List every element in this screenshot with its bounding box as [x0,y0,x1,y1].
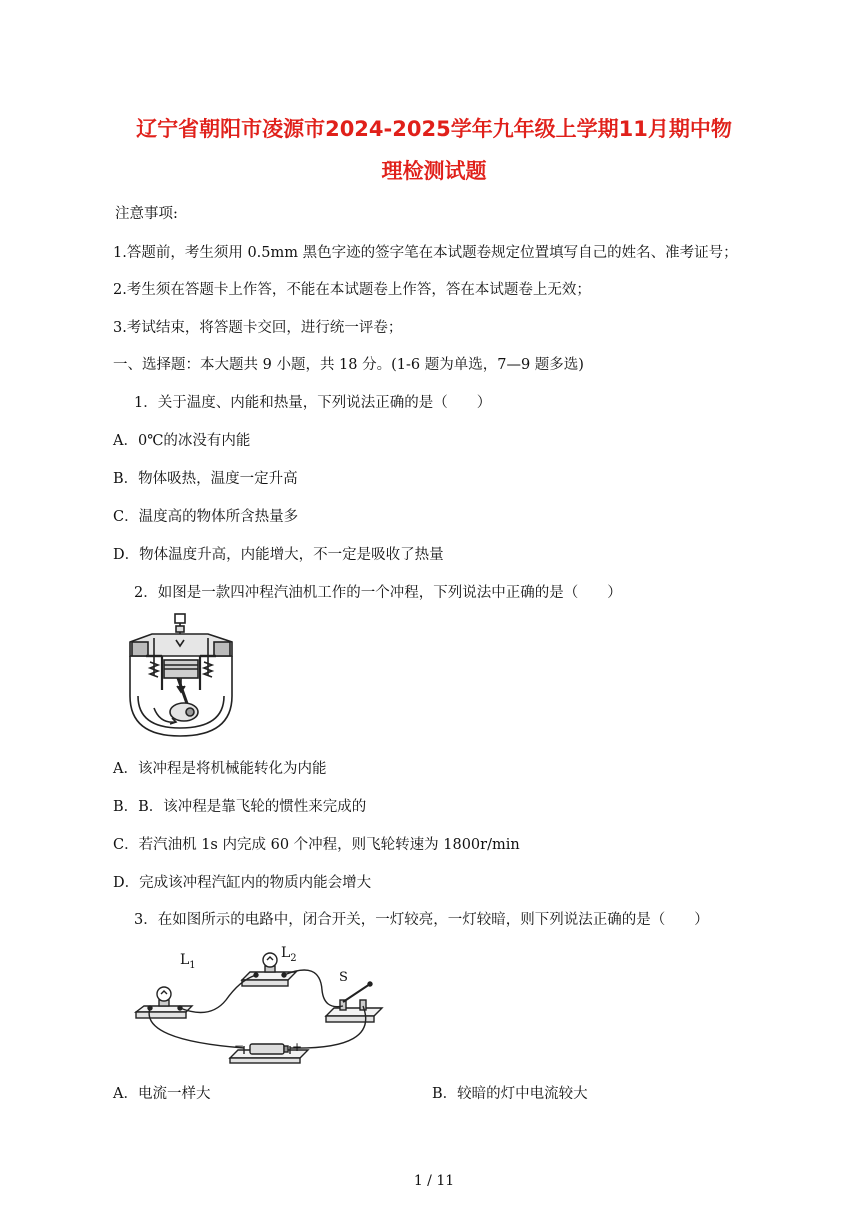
question-3-option-b: B．较暗的灯中电流较大 [432,1086,588,1102]
question-2-stem: 2．如图是一款四冲程汽油机工作的一个冲程，下列说法中正确的是（ ） [134,585,622,601]
notice-item-2: 2.考生须在答题卡上作答，不能在本试题卷上作答，答在本试题卷上无效； [113,282,591,298]
question-1-option-d: D．物体温度升高，内能增大，不一定是吸收了热量 [113,547,444,563]
label-battery-minus: − [234,1039,245,1053]
document-title-line-1: 辽宁省朝阳市凌源市2024-2025学年九年级上学期11月期中物 [136,117,732,141]
label-switch: S [339,970,348,985]
question-1-option-c: C．温度高的物体所含热量多 [113,509,299,525]
question-3-stem: 3．在如图所示的电路中，闭合开关，一灯较亮，一灯较暗，则下列说法正确的是（ ） [134,912,709,928]
engine-stroke-figure [124,612,240,738]
notice-item-1: 1.答题前，考生须用 0.5mm 黑色字迹的签字笔在本试题卷规定位置填写自己的姓名、准考证号； [113,245,738,261]
page-number: 1 / 11 [413,1173,455,1189]
notice-heading: 注意事项: [115,206,178,222]
question-3-option-a: A．电流一样大 [113,1086,211,1102]
question-2-option-d: D．完成该冲程汽缸内的物质内能会增大 [113,875,372,891]
question-1-option-a: A．0℃的冰没有内能 [113,433,251,449]
question-1-stem: 1．关于温度、内能和热量，下列说法正确的是（ ） [134,395,492,411]
circuit-figure [130,940,390,1068]
question-2-option-c: C．若汽油机 1s 内完成 60 个冲程，则飞轮转速为 1800r/min [113,837,520,853]
document-title-line-2: 理检测试题 [381,159,487,183]
label-battery-plus: + [292,1040,303,1054]
question-2-option-a: A．该冲程是将机械能转化为内能 [113,761,327,777]
notice-item-3: 3.考试结束，将答题卡交回，进行统一评卷； [113,320,403,336]
label-l2: $L_2$ [281,945,297,964]
section-heading: 一、选择题：本大题共 9 小题，共 18 分。(1-6 题为单选，7—9 题多选) [113,357,584,373]
label-l1: $L_1$ [180,952,196,971]
question-2-option-b: B．B．该冲程是靠飞轮的惯性来完成的 [113,799,367,815]
question-1-option-b: B．物体吸热，温度一定升高 [113,471,298,487]
